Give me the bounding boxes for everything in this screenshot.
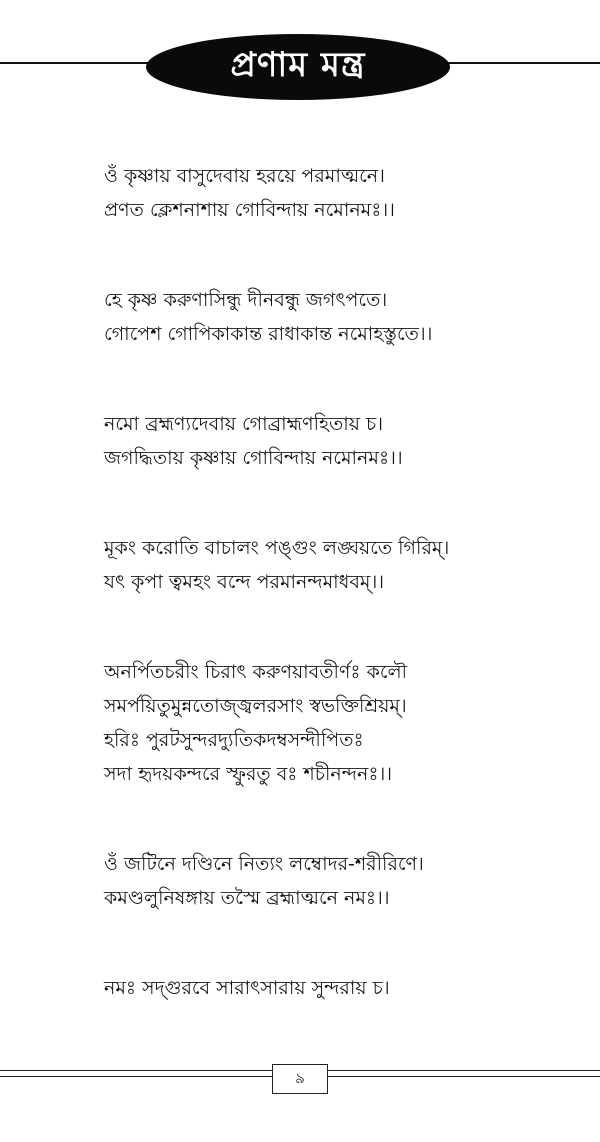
header-rule-right: [448, 62, 600, 64]
verse-line: সদা হৃদয়কন্দরে স্ফুরতু বঃ শচীনন্দনঃ।।: [104, 763, 393, 785]
stanza: [104, 848, 584, 916]
verse-line: জগদ্ধিতায় কৃষ্ণায় গোবিন্দায় নমোনমঃ।।: [104, 447, 403, 469]
verse-line: কমণ্ডলুনিষঙ্গায় তস্মৈ ব্রহ্মাত্মনে নমঃ।।: [104, 887, 390, 909]
footer-rule: [0, 1076, 272, 1077]
verse-line: নমঃ সদ্গুরবে সারাৎসারায় সুন্দরায় চ।: [104, 977, 390, 999]
stanza: [104, 284, 584, 352]
verse-list: [104, 160, 584, 1006]
verse-line: গোপেশ গোপিকাকান্ত রাধাকান্ত নমোহস্তুতে।।: [104, 323, 433, 345]
verse-line: ওঁ কৃষ্ণায় বাসুদেবায় হরয়ে পরমাত্মনে।: [104, 165, 385, 187]
verse-line: নমো ব্রহ্মণ্যদেবায় গোব্রাহ্মণহিতায় চ।: [104, 413, 384, 435]
header-rule-left: [0, 62, 148, 64]
title-banner: [146, 34, 450, 100]
verse-line: অনর্পিতচরীং চিরাৎ করুণয়াবতীর্ণঃ কলৌ: [104, 661, 408, 683]
stanza: [104, 656, 584, 792]
verse-line: মূকং করোতি বাচালং পঙ্গুং লঙ্ঘয়তে গিরিম্।: [104, 537, 450, 559]
stanza: [104, 160, 584, 228]
page-title: প্রণাম মন্ত্র: [230, 44, 366, 85]
verse-line: সমর্পয়িতুমুন্নতোজ্জ্বলরসাং স্বভক্তিশ্রিয়ম্।: [104, 695, 407, 717]
footer-rule: [328, 1076, 600, 1077]
verse-line: হে কৃষ্ণ করুণাসিন্ধু দীনবন্ধু জগৎপতে।: [104, 289, 388, 311]
footer-rule: [328, 1070, 600, 1071]
verse-line: ওঁ জটিনে দণ্ডিনে নিত্যং লম্বোদর-শরীরিণে।: [104, 853, 424, 875]
verse-line: প্রণত ক্লেশনাশায় গোবিন্দায় নমোনমঃ।।: [104, 199, 395, 221]
stanza: [104, 532, 584, 600]
stanza: [104, 408, 584, 476]
verse-line: হরিঃ পুরটসুন্দরদ্যুতিকদম্বসন্দীপিতঃ: [104, 729, 364, 751]
page-number-box: [272, 1064, 328, 1094]
page-number: ৯: [295, 1068, 305, 1087]
stanza: [104, 972, 584, 1006]
footer-rule: [0, 1070, 272, 1071]
verse-line: যৎ কৃপা ত্বমহং বন্দে পরমানন্দমাধবম্।।: [104, 571, 385, 593]
